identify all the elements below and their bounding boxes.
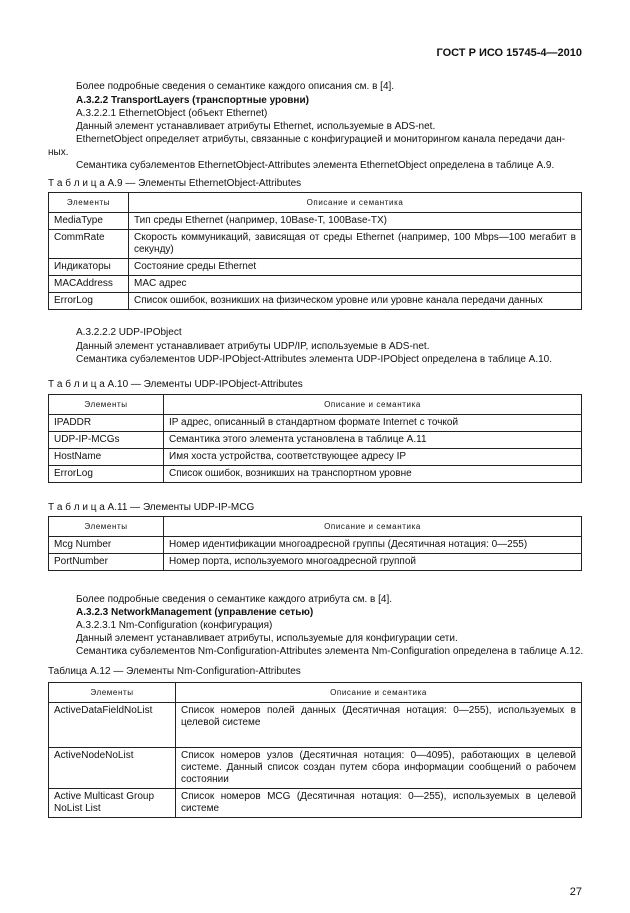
cell-desc: Номер идентификации многоадресной группы (Десятичная нотация: 0—255) [164,537,582,554]
table-row [49,415,582,432]
table-row [49,466,582,483]
table-a9-caption: Т а б л и ц а A.9 — Элементы EthernetObject-Attributes [48,178,302,189]
udp-paragraph-2: Семантика субэлементов UDP-IPObject-Attributes элемента UDP-IPObject определена в таблице A.10. [76,354,553,365]
cell-name: ActiveNodeNoList [49,748,176,789]
section-heading-transport: A.3.2.2 TransportLayers (транспортные уровни) [76,95,309,106]
table-row [49,293,582,310]
cell-desc: Список номеров MCG (Десятичная нотация: 0—255), используемых в целевой системе [176,789,582,818]
cell-name: MediaType [49,213,129,230]
table-a9 [48,192,582,310]
subsection-nm-config: A.3.2.3.1 Nm-Configuration (конфигурация) [76,620,273,631]
table-row [49,259,582,276]
table-a10 [48,394,582,483]
intro-paragraph-4a: EthernetObject определяет атрибуты, связанные с конфигурацией и мониторингом канала передачи дан- [76,134,566,145]
table-a11-caption: Т а б л и ц а A.11 — Элементы UDP-IP-MCG [48,502,255,513]
cell-desc: Номер порта, используемого многоадресной группой [164,554,582,571]
table-a12-header-description: Описание и семантика [176,683,582,703]
mid2-paragraph-3: Данный элемент устанавливает атрибуты, используемые для конфигурации сети. [76,633,458,644]
table-row [49,449,582,466]
table-a10-caption: Т а б л и ц а A.10 — Элементы UDP-IPObject-Attributes [48,379,303,390]
table-row [49,537,582,554]
cell-desc: Список ошибок, возникших на транспортном уровне [164,466,582,483]
cell-name: CommRate [49,230,129,259]
mid2-paragraph-1: Более подробные сведения о семантике каждого атрибута см. в [4]. [76,594,393,605]
cell-desc: Состояние среды Ethernet [129,259,582,276]
cell-name: ActiveDataFieldNoList [49,703,176,748]
page-number: 27 [569,886,582,898]
table-a10-header-description: Описание и семантика [164,395,582,415]
table-a9-header-elements: Элементы [49,193,129,213]
cell-name: Mcg Number [49,537,164,554]
cell-desc: Список ошибок, возникших на физическом уровне или уровне канала передачи данных [129,293,582,310]
cell-name: HostName [49,449,164,466]
intro-paragraph-3: Данный элемент устанавливает атрибуты Ethernet, используемые в ADS-net. [76,121,436,132]
cell-name: ErrorLog [49,466,164,483]
table-row [49,554,582,571]
subsection-ethernet: A.3.2.2.1 EthernetObject (объект Ethernet) [76,108,268,119]
cell-desc: IP адрес, описанный в стандартном формате Internet с точкой [164,415,582,432]
section-heading-network: A.3.2.3 NetworkManagement (управление сетью) [76,607,314,618]
table-a12 [48,682,582,818]
document-header: ГОСТ Р ИСО 15745-4—2010 [436,47,582,59]
cell-name: UDP-IP-MCGs [49,432,164,449]
table-row [49,789,582,818]
cell-name: Active Multicast Group NoList List [49,789,176,818]
cell-desc: Скорость коммуникаций, зависящая от среды Ethernet (например, 100 Mbps—100 мегабит в секунду) [129,230,582,259]
table-row [49,748,582,789]
intro-paragraph-5: Семантика субэлементов EthernetObject-Attributes элемента EthernetObject определена в таблице A.9. [76,160,555,171]
cell-desc: MAC адрес [129,276,582,293]
udp-paragraph-1: Данный элемент устанавливает атрибуты UDP/IP, используемые в ADS-net. [76,341,430,352]
table-row [49,703,582,748]
table-a11-header-elements: Элементы [49,517,164,537]
cell-desc: Тип среды Ethernet (например, 10Base-T, 100Base-TX) [129,213,582,230]
cell-desc: Семантика этого элемента установлена в таблице A.11 [164,432,582,449]
cell-name: Индикаторы [49,259,129,276]
table-row [49,213,582,230]
intro-paragraph-1: Более подробные сведения о семантике каждого описания см. в [4]. [76,81,395,92]
table-row [49,230,582,259]
intro-paragraph-4b: ных. [48,147,69,158]
cell-desc: Список номеров полей данных (Десятичная нотация: 0—255), используемых в целевой системе [176,703,582,748]
table-a9-header-description: Описание и семантика [129,193,582,213]
subsection-udp-ip: A.3.2.2.2 UDP-IPObject [76,327,182,338]
cell-name: PortNumber [49,554,164,571]
table-row [49,276,582,293]
cell-desc: Список номеров узлов (Десятичная нотация: 0—4095), работающих в целевой системе. Данный список создан путем сбора информации сообщений о рабочем состоянии [176,748,582,789]
table-a11-header-description: Описание и семантика [164,517,582,537]
mid2-paragraph-4: Семантика субэлементов Nm-Configuration-Attributes элемента Nm-Configuration определена в таблице A.12. [76,646,584,657]
table-a12-header-elements: Элементы [49,683,176,703]
cell-desc: Имя хоста устройства, соответствующее адресу IP [164,449,582,466]
table-a11 [48,516,582,571]
table-a12-caption: Таблица A.12 — Элементы Nm-Configuration-Attributes [48,666,301,677]
cell-name: ErrorLog [49,293,129,310]
cell-name: MACAddress [49,276,129,293]
cell-name: IPADDR [49,415,164,432]
table-row [49,432,582,449]
table-a10-header-elements: Элементы [49,395,164,415]
